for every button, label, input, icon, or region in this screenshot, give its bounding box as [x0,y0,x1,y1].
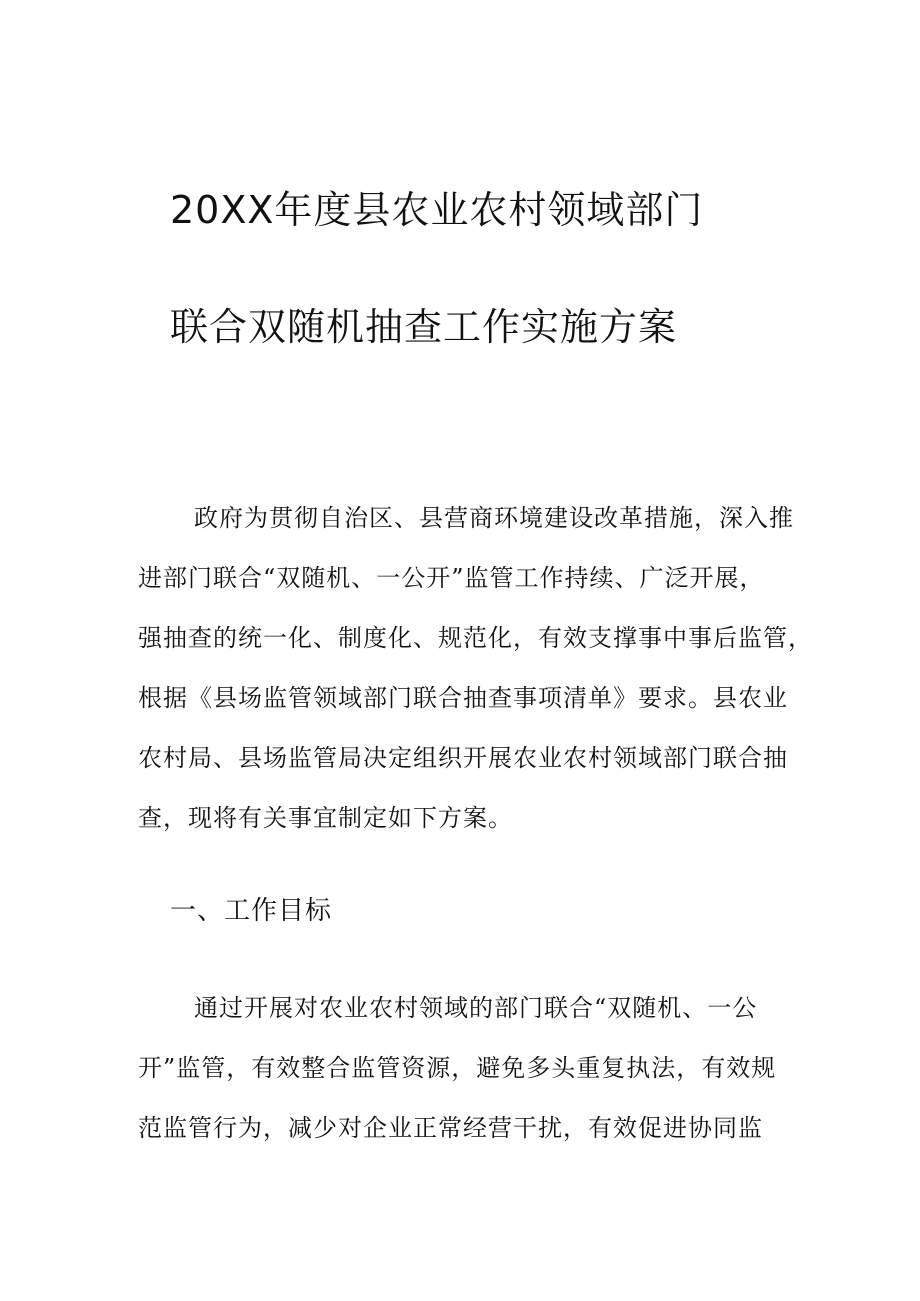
section-paragraph-line: 范监管行为，减少对企业正常经营干扰，有效促进协同监 [138,1114,763,1142]
intro-paragraph-line: 根据《县场监管领域部门联合抽查事项清单》要求。县农业 [138,684,788,712]
intro-paragraph-line: 农村局、县场监管局决定组织开展农业农村领域部门联合抽 [138,744,788,772]
document-title-line-1: 20XX年度县农业农村领域部门 [170,188,704,232]
section-paragraph-line: 通过开展对农业农村领域的部门联合“双随机、一公 [194,994,758,1022]
intro-paragraph-line: 进部门联合“双随机、一公开”监管工作持续、广泛开展， [138,564,765,592]
intro-paragraph-line: 强抽查的统一化、制度化、规范化，有效支撑事中事后监管， [138,624,813,652]
intro-paragraph-line: 查，现将有关事宜制定如下方案。 [138,804,513,832]
section-heading: 一、工作目标 [170,896,333,926]
section-paragraph-line: 开”监管，有效整合监管资源，避免多头重复执法，有效规 [138,1054,777,1082]
document-title-line-2: 联合双随机抽查工作实施方案 [170,305,678,349]
intro-paragraph-line: 政府为贯彻自治区、县营商环境建设改革措施，深入推 [194,504,794,532]
